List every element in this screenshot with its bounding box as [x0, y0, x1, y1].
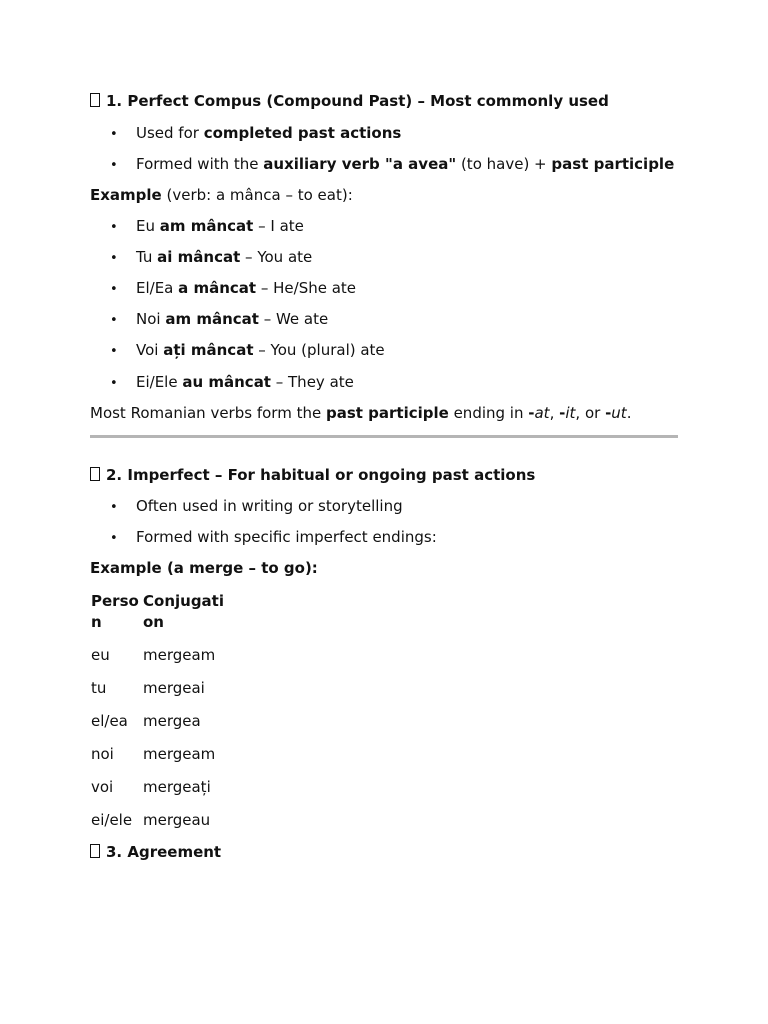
conjugation-item: [110, 309, 328, 331]
header-text: n: [91, 613, 102, 631]
translation: – You (plural) ate: [253, 341, 385, 359]
translation: – I ate: [253, 217, 304, 235]
bullet-bold-text: auxiliary verb "a avea": [263, 155, 457, 173]
note-text: ending in: [448, 404, 529, 422]
ending-text: ut: [611, 404, 627, 422]
table-cell-conjugation: mergeau: [143, 811, 211, 829]
table-cell-conjugation: mergea: [143, 712, 201, 730]
note-bold-text: past participle: [325, 404, 449, 422]
bullet-marker: •: [110, 344, 118, 359]
bullet-marker: •: [110, 500, 118, 515]
pronoun: Ei/Ele: [136, 373, 183, 391]
conjugation-item: [110, 340, 385, 362]
note-text: Most Romanian verbs form the: [90, 404, 326, 422]
bullet-bold-text: completed past actions: [203, 124, 402, 142]
missing-glyph-box-icon: [90, 93, 100, 107]
verb-form: au mâncat: [182, 373, 271, 391]
bullet-text: Formed with specific imperfect endings:: [136, 528, 437, 546]
pronoun: Voi: [136, 341, 164, 359]
example-description: (verb: a mânca – to eat):: [161, 186, 353, 204]
section1-heading-text: 1. Perfect Compus (Compound Past) – Most commonly used: [106, 92, 609, 110]
ending-dash: -: [559, 404, 566, 422]
note-text: ,: [549, 404, 560, 422]
bullet-marker: •: [110, 251, 118, 266]
bullet-marker: •: [110, 220, 118, 235]
translation: – He/She ate: [256, 279, 357, 297]
table-cell-person: ei/ele: [91, 811, 133, 829]
conjugation-item: [110, 278, 356, 300]
table-header-person: [91, 591, 139, 633]
bullet-text: (to have) +: [456, 155, 552, 173]
ending-dash: -: [605, 404, 612, 422]
table-cell-conjugation: mergeam: [143, 646, 216, 664]
missing-glyph-box-icon: [90, 844, 100, 858]
section3-heading-text: 3. Agreement: [106, 843, 222, 861]
bullet-text: Used for: [136, 124, 204, 142]
table-cell-person: noi: [91, 745, 114, 763]
bullet-marker: •: [110, 313, 118, 328]
note-text: , or: [575, 404, 606, 422]
table-cell-conjugation: mergeați: [143, 778, 211, 796]
bullet-marker: •: [110, 531, 118, 546]
verb-form: am mâncat: [159, 217, 254, 235]
list-item: [110, 496, 403, 518]
list-item: [110, 123, 401, 145]
list-item: [110, 527, 437, 549]
example-heading: Example (a merge – to go):: [90, 559, 318, 577]
table-cell-conjugation: mergeam: [143, 745, 216, 763]
conjugation-item: [110, 372, 354, 394]
section3-heading: [90, 842, 221, 862]
verb-form: ai mâncat: [157, 248, 241, 266]
bullet-marker: •: [110, 376, 118, 391]
table-cell-person: voi: [91, 778, 114, 796]
header-text: on: [143, 613, 164, 631]
section1-heading: [90, 91, 609, 111]
participle-note: [90, 403, 631, 423]
section2-heading: [90, 465, 535, 485]
example-line: [90, 185, 353, 205]
bullet-marker: •: [110, 158, 118, 173]
bullet-marker: •: [110, 127, 118, 142]
translation: – We ate: [258, 310, 329, 328]
ending-text: it: [565, 404, 576, 422]
verb-form: ați mâncat: [163, 341, 254, 359]
bullet-text: Often used in writing or storytelling: [136, 497, 403, 515]
section-divider: [90, 435, 678, 438]
missing-glyph-box-icon: [90, 467, 100, 481]
header-text: Conjugati: [143, 592, 224, 610]
header-text: Perso: [91, 592, 139, 610]
table-header-conjugation: [143, 591, 224, 633]
translation: – They ate: [270, 373, 354, 391]
bullet-bold-text: past participle: [551, 155, 675, 173]
verb-form: am mâncat: [165, 310, 259, 328]
table-cell-person: tu: [91, 679, 107, 697]
table-cell-conjugation: mergeai: [143, 679, 205, 697]
translation: – You ate: [240, 248, 313, 266]
table-cell-person: eu: [91, 646, 110, 664]
note-text: .: [626, 404, 632, 422]
ending-text: at: [534, 404, 550, 422]
pronoun: El/Ea: [136, 279, 179, 297]
pronoun: Tu: [136, 248, 158, 266]
list-item: [110, 154, 674, 176]
table-cell-person: el/ea: [91, 712, 128, 730]
example-label: Example: [90, 186, 162, 204]
conjugation-item: [110, 247, 312, 269]
bullet-marker: •: [110, 282, 118, 297]
ending-dash: -: [528, 404, 535, 422]
pronoun: Noi: [136, 310, 166, 328]
conjugation-item: [110, 216, 304, 238]
section2-heading-text: 2. Imperfect – For habitual or ongoing past actions: [106, 466, 536, 484]
pronoun: Eu: [136, 217, 160, 235]
verb-form: a mâncat: [178, 279, 257, 297]
bullet-text: Formed with the: [136, 155, 264, 173]
